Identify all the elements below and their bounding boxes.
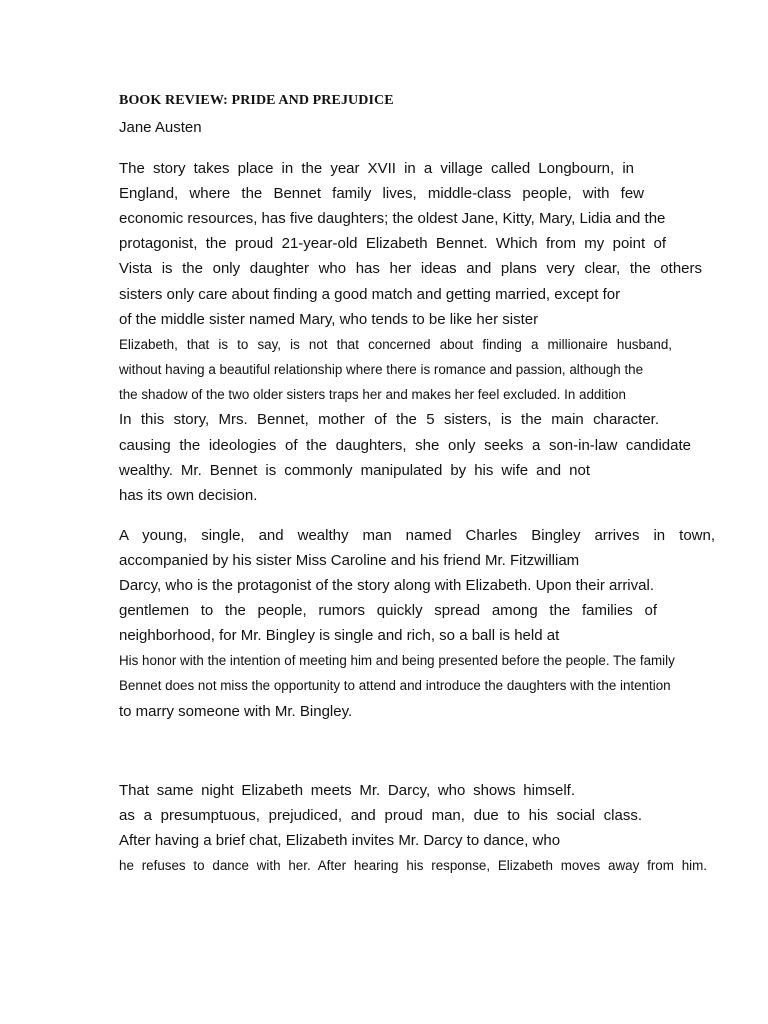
text-line: to marry someone with Mr. Bingley. [119,703,353,720]
text-line: Vista is the only daughter who has her ideas and plans very clear, the others [119,260,702,277]
text-line: Elizabeth, that is to say, is not that concerned about finding a millionaire husband, [119,337,672,352]
text-line: sisters only care about finding a good match and getting married, except for [119,286,621,303]
text-line: accompanied by his sister Miss Caroline and his friend Mr. Fitzwilliam [119,552,580,569]
document-title: BOOK REVIEW: PRIDE AND PREJUDICE [119,93,394,108]
text-line: Darcy, who is the protagonist of the story along with Elizabeth. Upon their arrival. [119,577,654,594]
text-line: without having a beautiful relationship where there is romance and passion, although the [119,362,644,377]
text-line: neighborhood, for Mr. Bingley is single and rich, so a ball is held at [119,627,560,644]
text-line: wealthy. Mr. Bennet is commonly manipulated by his wife and not [119,462,590,479]
text-line: protagonist, the proud 21-year-old Elizabeth Bennet. Which from my point of [119,235,666,252]
text-line: economic resources, has five daughters; the oldest Jane, Kitty, Mary, Lidia and the [119,210,666,227]
text-line: has its own decision. [119,487,258,504]
text-line: The story takes place in the year XVII in a village called Longbourn, in [119,160,634,177]
document-author: Jane Austen [119,119,202,136]
text-line: In this story, Mrs. Bennet, mother of the 5 sisters, is the main character. [119,411,659,428]
text-line: as a presumptuous, prejudiced, and proud man, due to his social class. [119,807,642,824]
text-line: That same night Elizabeth meets Mr. Darcy, who shows himself. [119,782,575,799]
text-line: His honor with the intention of meeting him and being presented before the people. The family [119,653,675,668]
text-line: he refuses to dance with her. After hearing his response, Elizabeth moves away from him. [119,858,707,873]
text-line: gentlemen to the people, rumors quickly spread among the families of [119,602,657,619]
text-line: After having a brief chat, Elizabeth invites Mr. Darcy to dance, who [119,832,561,849]
text-line: of the middle sister named Mary, who tends to be like her sister [119,311,539,328]
text-line: causing the ideologies of the daughters, she only seeks a son-in-law candidate [119,437,691,454]
text-line: the shadow of the two older sisters traps her and makes her feel excluded. In addition [119,387,626,402]
text-line: A young, single, and wealthy man named Charles Bingley arrives in town, [119,527,715,544]
text-line: Bennet does not miss the opportunity to attend and introduce the daughters with the intention [119,678,671,693]
text-line: England, where the Bennet family lives, middle-class people, with few [119,185,644,202]
